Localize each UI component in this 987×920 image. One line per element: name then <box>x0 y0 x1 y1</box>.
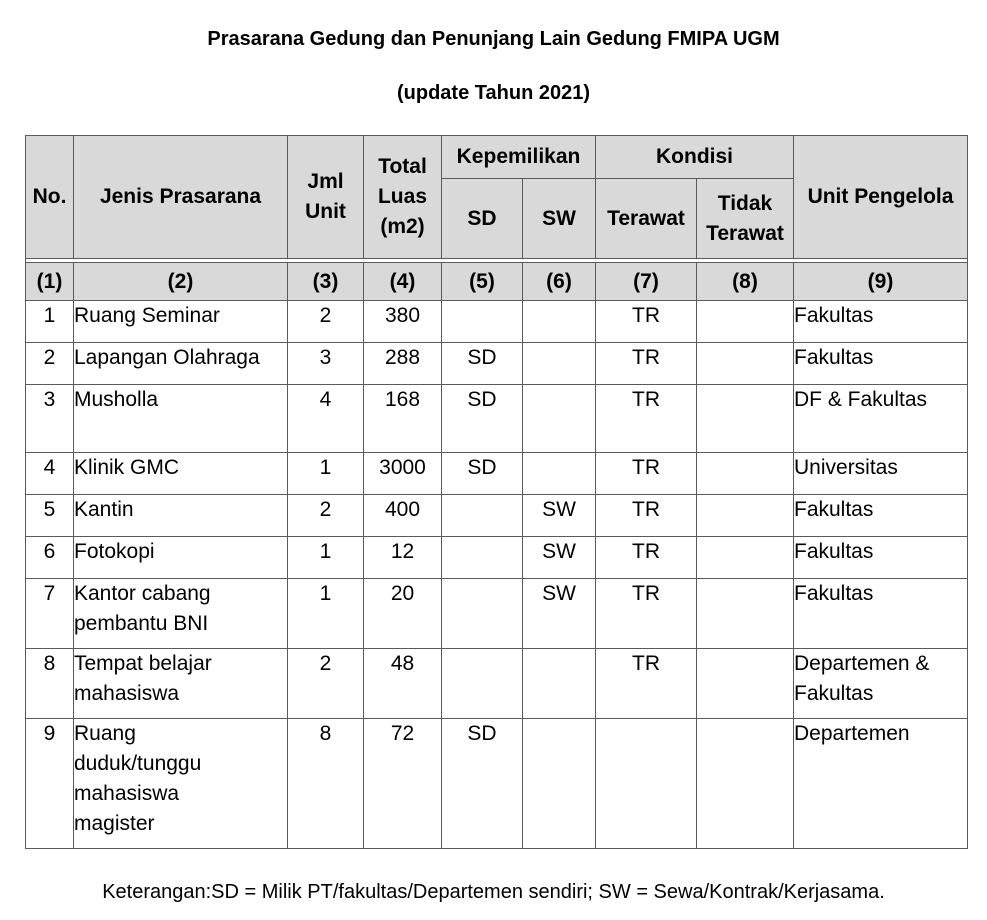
cell-unit: Fakultas <box>794 579 968 649</box>
cell-sw <box>523 719 596 849</box>
cell-luas: 20 <box>364 579 442 649</box>
cell-terawat: TR <box>596 649 697 719</box>
cell-sw: SW <box>523 579 596 649</box>
cell-sw <box>523 385 596 453</box>
header-jml-unit: Jml Unit <box>288 136 364 259</box>
cell-luas: 12 <box>364 537 442 579</box>
cell-luas: 380 <box>364 301 442 343</box>
cell-tidak-terawat <box>697 719 794 849</box>
cell-terawat: TR <box>596 579 697 649</box>
cell-luas: 3000 <box>364 453 442 495</box>
cell-sd <box>442 649 523 719</box>
cell-jenis: Musholla <box>74 385 288 453</box>
header-sw: SW <box>523 179 596 259</box>
cell-jenis: Ruang Seminar <box>74 301 288 343</box>
cell-terawat: TR <box>596 301 697 343</box>
cell-sd: SD <box>442 719 523 849</box>
cell-terawat: TR <box>596 343 697 385</box>
cell-sw <box>523 453 596 495</box>
column-index: (9) <box>794 263 968 301</box>
cell-no: 7 <box>26 579 74 649</box>
cell-terawat: TR <box>596 453 697 495</box>
cell-no: 4 <box>26 453 74 495</box>
table-row <box>26 343 968 385</box>
cell-jenis: Klinik GMC <box>74 453 288 495</box>
cell-sd: SD <box>442 343 523 385</box>
cell-tidak-terawat <box>697 579 794 649</box>
cell-tidak-terawat <box>697 301 794 343</box>
cell-no: 6 <box>26 537 74 579</box>
cell-terawat <box>596 719 697 849</box>
cell-no: 2 <box>26 343 74 385</box>
header-unit-pengelola: Unit Pengelola <box>794 136 968 259</box>
table-row <box>26 385 968 453</box>
cell-tidak-terawat <box>697 453 794 495</box>
cell-sd <box>442 579 523 649</box>
footnote: Keterangan:SD = Milik PT/fakultas/Departemen sendiri; SW = Sewa/Kontrak/Kerjasama. <box>102 881 885 903</box>
cell-sw <box>523 649 596 719</box>
cell-jml: 4 <box>288 385 364 453</box>
cell-tidak-terawat <box>697 649 794 719</box>
cell-jenis: Kantor cabang pembantu BNI <box>74 579 288 649</box>
cell-unit: Departemen & Fakultas <box>794 649 968 719</box>
header-terawat: Terawat <box>596 179 697 259</box>
cell-tidak-terawat <box>697 495 794 537</box>
column-index: (6) <box>523 263 596 301</box>
cell-jml: 3 <box>288 343 364 385</box>
cell-no: 3 <box>26 385 74 453</box>
cell-no: 1 <box>26 301 74 343</box>
cell-luas: 168 <box>364 385 442 453</box>
cell-terawat: TR <box>596 385 697 453</box>
cell-unit: DF & Fakultas <box>794 385 968 453</box>
cell-sw: SW <box>523 537 596 579</box>
cell-unit: Fakultas <box>794 343 968 385</box>
cell-jenis: Tempat belajar mahasiswa <box>74 649 288 719</box>
cell-no: 5 <box>26 495 74 537</box>
cell-luas: 72 <box>364 719 442 849</box>
cell-sw: SW <box>523 495 596 537</box>
cell-jenis: Kantin <box>74 495 288 537</box>
header-tidak-terawat: Tidak Terawat <box>697 179 794 259</box>
column-index: (8) <box>697 263 794 301</box>
prasarana-table <box>25 135 968 849</box>
cell-luas: 48 <box>364 649 442 719</box>
cell-sd <box>442 301 523 343</box>
cell-terawat: TR <box>596 495 697 537</box>
header-total-luas: Total Luas (m2) <box>364 136 442 259</box>
cell-sd: SD <box>442 385 523 453</box>
cell-jml: 8 <box>288 719 364 849</box>
table-row <box>26 495 968 537</box>
cell-unit: Departemen <box>794 719 968 849</box>
header-jenis-prasarana: Jenis Prasarana <box>74 136 288 259</box>
cell-unit: Universitas <box>794 453 968 495</box>
cell-jml: 2 <box>288 495 364 537</box>
document-title: Prasarana Gedung dan Penunjang Lain Gedung FMIPA UGM <box>207 28 780 50</box>
header-kondisi: Kondisi <box>596 136 794 179</box>
cell-jml: 2 <box>288 301 364 343</box>
cell-unit: Fakultas <box>794 495 968 537</box>
table-row <box>26 301 968 343</box>
column-index: (7) <box>596 263 697 301</box>
cell-no: 8 <box>26 649 74 719</box>
column-index: (5) <box>442 263 523 301</box>
cell-sd: SD <box>442 453 523 495</box>
header-sd: SD <box>442 179 523 259</box>
cell-sw <box>523 343 596 385</box>
cell-jenis: Lapangan Olahraga <box>74 343 288 385</box>
cell-sw <box>523 301 596 343</box>
header-kepemilikan: Kepemilikan <box>442 136 596 179</box>
cell-tidak-terawat <box>697 537 794 579</box>
cell-luas: 288 <box>364 343 442 385</box>
table-row <box>26 719 968 849</box>
cell-tidak-terawat <box>697 385 794 453</box>
cell-jenis: Fotokopi <box>74 537 288 579</box>
table-row <box>26 579 968 649</box>
cell-jml: 2 <box>288 649 364 719</box>
cell-unit: Fakultas <box>794 301 968 343</box>
column-index: (2) <box>74 263 288 301</box>
cell-no: 9 <box>26 719 74 849</box>
column-index: (1) <box>26 263 74 301</box>
table-row <box>26 537 968 579</box>
cell-jml: 1 <box>288 537 364 579</box>
cell-unit: Fakultas <box>794 537 968 579</box>
cell-jml: 1 <box>288 453 364 495</box>
header-no: No. <box>26 136 74 259</box>
document-subtitle: (update Tahun 2021) <box>397 82 590 104</box>
cell-luas: 400 <box>364 495 442 537</box>
table-row <box>26 649 968 719</box>
cell-jenis: Ruang duduk/tunggu mahasiswa magister <box>74 719 288 849</box>
cell-sd <box>442 537 523 579</box>
column-index: (3) <box>288 263 364 301</box>
table-row <box>26 453 968 495</box>
column-index: (4) <box>364 263 442 301</box>
cell-sd <box>442 495 523 537</box>
cell-terawat: TR <box>596 537 697 579</box>
cell-tidak-terawat <box>697 343 794 385</box>
cell-jml: 1 <box>288 579 364 649</box>
